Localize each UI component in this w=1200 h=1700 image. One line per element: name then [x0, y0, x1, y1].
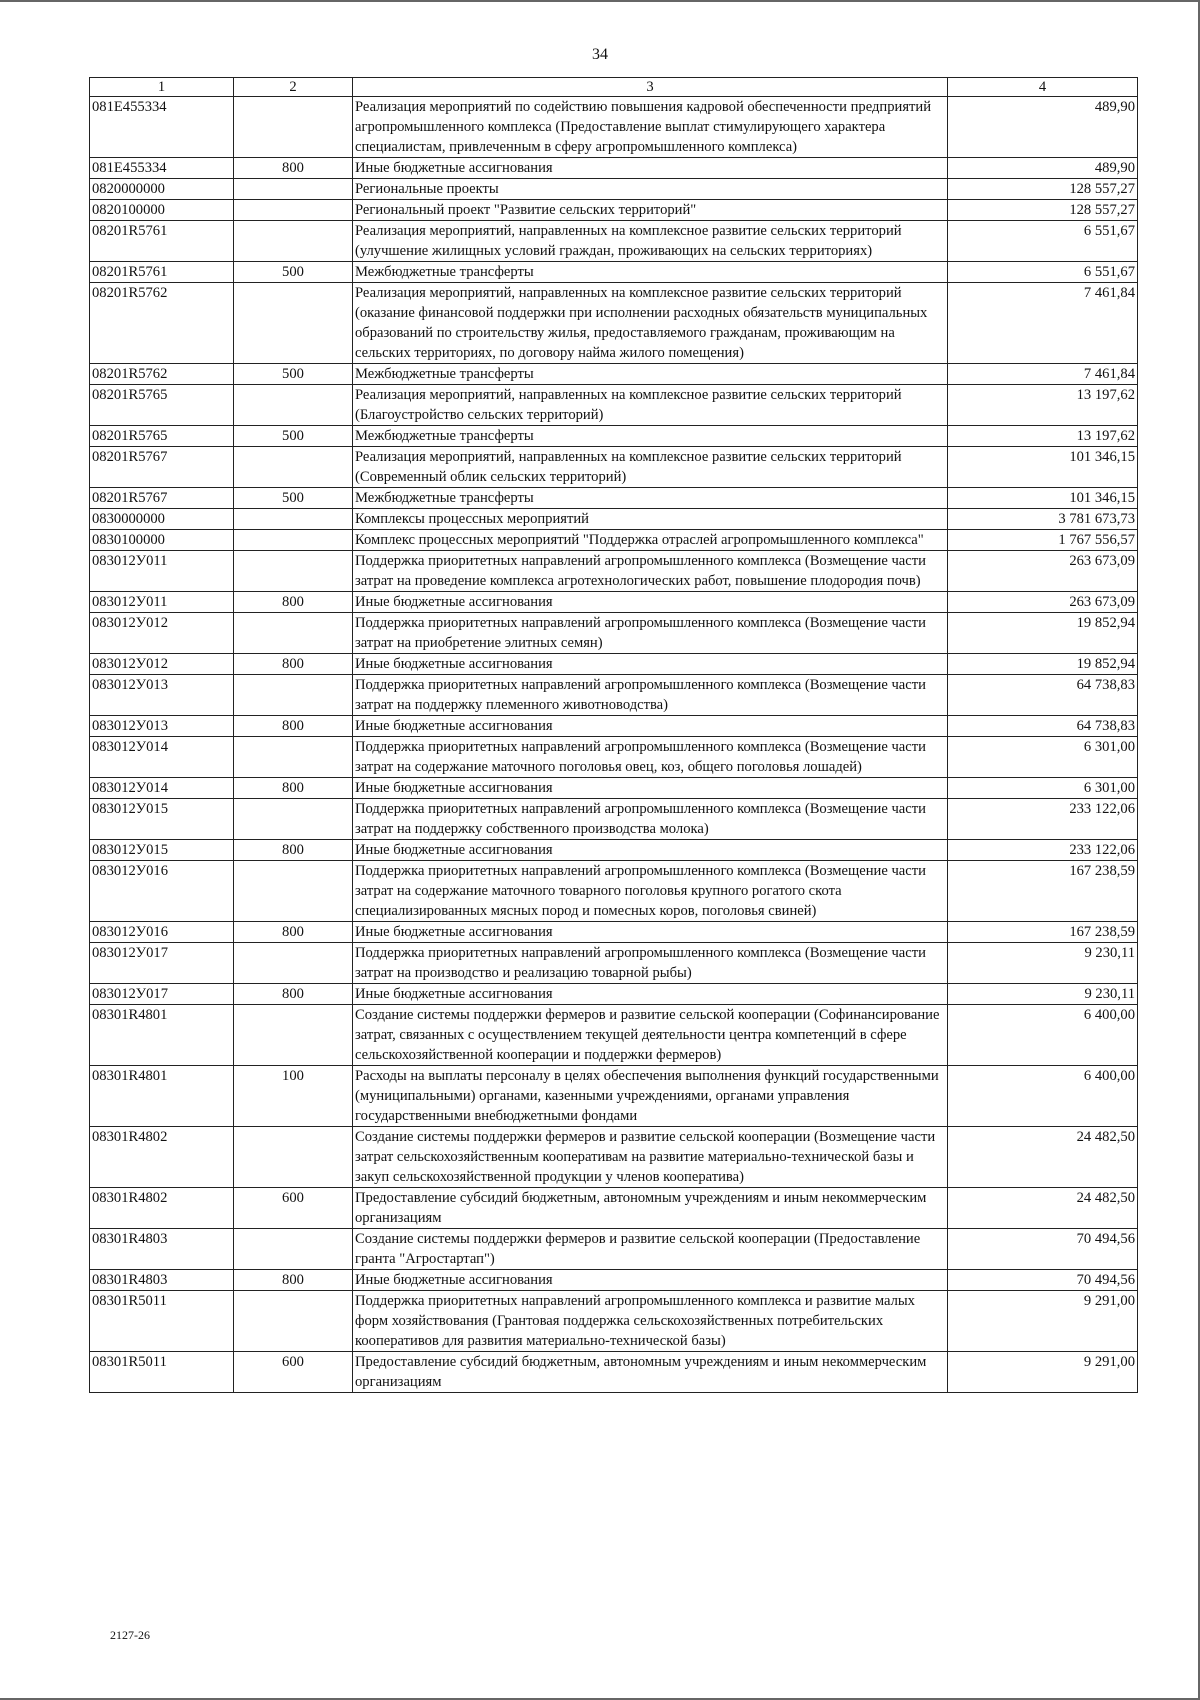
item-name-cell: Предоставление субсидий бюджетным, автономным учреждениям и иным некоммерческим организациям	[353, 1352, 948, 1393]
code-cell: 081E455334	[90, 158, 234, 179]
code-cell: 08201R5767	[90, 488, 234, 509]
table-row	[90, 613, 1138, 654]
expense-type-cell	[234, 530, 353, 551]
code-cell: 083012У012	[90, 654, 234, 675]
page-number: 34	[592, 46, 608, 63]
amount-cell: 9 291,00	[948, 1291, 1138, 1352]
table-row	[90, 97, 1138, 158]
expense-type-cell: 800	[234, 654, 353, 675]
code-cell: 08301R4802	[90, 1127, 234, 1188]
table-row	[90, 1127, 1138, 1188]
expense-type-cell	[234, 221, 353, 262]
amount-cell: 70 494,56	[948, 1270, 1138, 1291]
table-row	[90, 1066, 1138, 1127]
amount-cell: 263 673,09	[948, 592, 1138, 613]
scan-edge-top	[0, 0, 1200, 2]
table-row	[90, 943, 1138, 984]
code-cell: 08201R5765	[90, 385, 234, 426]
expense-type-cell	[234, 737, 353, 778]
amount-cell: 101 346,15	[948, 447, 1138, 488]
budget-table	[89, 77, 1138, 1393]
item-name-cell: Создание системы поддержки фермеров и развитие сельской кооперации (Софинансирование затрат, связанных с осуществлением текущей деятельности центра компетенций в сфере сельскохозяйственной кооперации и поддержки фермеров)	[353, 1005, 948, 1066]
table-row	[90, 200, 1138, 221]
code-cell: 08201R5765	[90, 426, 234, 447]
table-row	[90, 799, 1138, 840]
code-cell: 083012У016	[90, 861, 234, 922]
table-row	[90, 1188, 1138, 1229]
item-name-cell: Межбюджетные трансферты	[353, 262, 948, 283]
code-cell: 083012У015	[90, 799, 234, 840]
amount-cell: 1 767 556,57	[948, 530, 1138, 551]
table-row	[90, 861, 1138, 922]
expense-type-cell	[234, 613, 353, 654]
amount-cell: 101 346,15	[948, 488, 1138, 509]
code-cell: 0830000000	[90, 509, 234, 530]
item-name-cell: Иные бюджетные ассигнования	[353, 778, 948, 799]
item-name-cell: Иные бюджетные ассигнования	[353, 922, 948, 943]
item-name-cell: Поддержка приоритетных направлений агропромышленного комплекса (Возмещение части затрат на поддержку племенного животноводства)	[353, 675, 948, 716]
table-row	[90, 592, 1138, 613]
expense-type-cell: 100	[234, 1066, 353, 1127]
table-row	[90, 716, 1138, 737]
expense-type-cell	[234, 675, 353, 716]
item-name-cell: Иные бюджетные ассигнования	[353, 1270, 948, 1291]
expense-type-cell	[234, 943, 353, 984]
table-row	[90, 737, 1138, 778]
amount-cell: 7 461,84	[948, 283, 1138, 364]
code-cell: 08201R5761	[90, 221, 234, 262]
code-cell: 0820000000	[90, 179, 234, 200]
expense-type-cell	[234, 1005, 353, 1066]
amount-cell: 24 482,50	[948, 1127, 1138, 1188]
code-cell: 083012У013	[90, 675, 234, 716]
expense-type-cell	[234, 179, 353, 200]
expense-type-cell: 500	[234, 488, 353, 509]
expense-type-cell: 500	[234, 262, 353, 283]
table-row	[90, 385, 1138, 426]
code-cell: 08301R5011	[90, 1352, 234, 1393]
item-name-cell: Иные бюджетные ассигнования	[353, 716, 948, 737]
item-name-cell: Иные бюджетные ассигнования	[353, 592, 948, 613]
expense-type-cell: 800	[234, 158, 353, 179]
table-row	[90, 509, 1138, 530]
table-row	[90, 551, 1138, 592]
amount-cell: 3 781 673,73	[948, 509, 1138, 530]
item-name-cell: Поддержка приоритетных направлений агропромышленного комплекса (Возмещение части затрат на поддержку собственного производства молока)	[353, 799, 948, 840]
expense-type-cell	[234, 283, 353, 364]
item-name-cell: Реализация мероприятий, направленных на комплексное развитие сельских территорий (Благоустройство сельских территорий)	[353, 385, 948, 426]
expense-type-cell	[234, 97, 353, 158]
amount-cell: 6 551,67	[948, 221, 1138, 262]
amount-cell: 489,90	[948, 158, 1138, 179]
table-row	[90, 158, 1138, 179]
item-name-cell: Межбюджетные трансферты	[353, 364, 948, 385]
expense-type-cell: 800	[234, 840, 353, 861]
item-name-cell: Создание системы поддержки фермеров и развитие сельской кооперации (Возмещение части затрат сельскохозяйственным кооперативам на развитие материально-технической базы и закуп сельскохозяйственной продукции у членов кооператива)	[353, 1127, 948, 1188]
item-name-cell: Комплексы процессных мероприятий	[353, 509, 948, 530]
item-name-cell: Поддержка приоритетных направлений агропромышленного комплекса (Возмещение части затрат на проведение комплекса агротехнологических работ, повышение плодородия почв)	[353, 551, 948, 592]
expense-type-cell: 800	[234, 1270, 353, 1291]
table-row	[90, 1291, 1138, 1352]
item-name-cell: Реализация мероприятий, направленных на комплексное развитие сельских территорий (улучшение жилищных условий граждан, проживающих на сельских территориях)	[353, 221, 948, 262]
table-header-row	[90, 78, 1138, 97]
code-cell: 083012У011	[90, 592, 234, 613]
amount-cell: 13 197,62	[948, 426, 1138, 447]
amount-cell: 263 673,09	[948, 551, 1138, 592]
column-header: 3	[353, 78, 948, 97]
item-name-cell: Поддержка приоритетных направлений агропромышленного комплекса (Возмещение части затрат на производство и реализацию товарной рыбы)	[353, 943, 948, 984]
item-name-cell: Межбюджетные трансферты	[353, 426, 948, 447]
table-row	[90, 426, 1138, 447]
table-row	[90, 179, 1138, 200]
code-cell: 08301R4801	[90, 1005, 234, 1066]
amount-cell: 6 400,00	[948, 1005, 1138, 1066]
code-cell: 083012У017	[90, 943, 234, 984]
expense-type-cell	[234, 385, 353, 426]
expense-type-cell: 500	[234, 364, 353, 385]
amount-cell: 7 461,84	[948, 364, 1138, 385]
column-header: 2	[234, 78, 353, 97]
expense-type-cell	[234, 861, 353, 922]
code-cell: 08201R5761	[90, 262, 234, 283]
column-header: 1	[90, 78, 234, 97]
item-name-cell: Иные бюджетные ассигнования	[353, 158, 948, 179]
item-name-cell: Предоставление субсидий бюджетным, автономным учреждениям и иным некоммерческим организациям	[353, 1188, 948, 1229]
item-name-cell: Реализация мероприятий по содействию повышения кадровой обеспеченности предприятий агропромышленного комплекса (Предоставление выплат стимулирующего характера специалистам, привлеченным в сферу агропромышленного комплекса)	[353, 97, 948, 158]
code-cell: 08301R4803	[90, 1270, 234, 1291]
table-row	[90, 654, 1138, 675]
code-cell: 08301R4801	[90, 1066, 234, 1127]
footer-document-code: 2127-26	[110, 1628, 150, 1642]
table-row	[90, 1352, 1138, 1393]
amount-cell: 9 291,00	[948, 1352, 1138, 1393]
item-name-cell: Реализация мероприятий, направленных на комплексное развитие сельских территорий (оказание финансовой поддержки при исполнении расходных обязательств муниципальных образований по строительству жилья, предоставляемого гражданам, проживающим на сельских территориях, по договору найма жилого помещения)	[353, 283, 948, 364]
table-row	[90, 840, 1138, 861]
expense-type-cell	[234, 1291, 353, 1352]
expense-type-cell	[234, 1229, 353, 1270]
code-cell: 083012У011	[90, 551, 234, 592]
column-header: 4	[948, 78, 1138, 97]
code-cell: 0820100000	[90, 200, 234, 221]
code-cell: 08301R5011	[90, 1291, 234, 1352]
amount-cell: 128 557,27	[948, 179, 1138, 200]
table-row	[90, 984, 1138, 1005]
expense-type-cell: 600	[234, 1188, 353, 1229]
table-row	[90, 283, 1138, 364]
item-name-cell: Поддержка приоритетных направлений агропромышленного комплекса и развитие малых форм хозяйствования (Грантовая поддержка сельскохозяйственных потребительских кооперативов для развития материально-технической базы)	[353, 1291, 948, 1352]
item-name-cell: Поддержка приоритетных направлений агропромышленного комплекса (Возмещение части затрат на приобретение элитных семян)	[353, 613, 948, 654]
amount-cell: 19 852,94	[948, 613, 1138, 654]
table-row	[90, 447, 1138, 488]
amount-cell: 128 557,27	[948, 200, 1138, 221]
amount-cell: 70 494,56	[948, 1229, 1138, 1270]
item-name-cell: Иные бюджетные ассигнования	[353, 984, 948, 1005]
table-row	[90, 530, 1138, 551]
table-row	[90, 675, 1138, 716]
expense-type-cell: 500	[234, 426, 353, 447]
amount-cell: 64 738,83	[948, 716, 1138, 737]
code-cell: 081E455334	[90, 97, 234, 158]
amount-cell: 13 197,62	[948, 385, 1138, 426]
amount-cell: 233 122,06	[948, 840, 1138, 861]
table-row	[90, 922, 1138, 943]
expense-type-cell: 600	[234, 1352, 353, 1393]
expense-type-cell: 800	[234, 592, 353, 613]
expense-type-cell	[234, 509, 353, 530]
expense-type-cell	[234, 551, 353, 592]
expense-type-cell: 800	[234, 778, 353, 799]
amount-cell: 6 301,00	[948, 737, 1138, 778]
amount-cell: 233 122,06	[948, 799, 1138, 840]
item-name-cell: Поддержка приоритетных направлений агропромышленного комплекса (Возмещение части затрат на содержание маточного поголовья овец, коз, общего поголовья лошадей)	[353, 737, 948, 778]
item-name-cell: Региональный проект "Развитие сельских территорий"	[353, 200, 948, 221]
expense-type-cell	[234, 799, 353, 840]
amount-cell: 19 852,94	[948, 654, 1138, 675]
item-name-cell: Иные бюджетные ассигнования	[353, 840, 948, 861]
code-cell: 083012У016	[90, 922, 234, 943]
amount-cell: 167 238,59	[948, 922, 1138, 943]
expense-type-cell: 800	[234, 984, 353, 1005]
item-name-cell: Реализация мероприятий, направленных на комплексное развитие сельских территорий (Современный облик сельских территорий)	[353, 447, 948, 488]
item-name-cell: Комплекс процессных мероприятий "Поддержка отраслей агропромышленного комплекса"	[353, 530, 948, 551]
table-row	[90, 364, 1138, 385]
code-cell: 083012У017	[90, 984, 234, 1005]
table-row	[90, 221, 1138, 262]
item-name-cell: Расходы на выплаты персоналу в целях обеспечения выполнения функций государственными (муниципальными) органами, казенными учреждениями, органами управления государственными внебюджетными фондами	[353, 1066, 948, 1127]
code-cell: 083012У012	[90, 613, 234, 654]
item-name-cell: Создание системы поддержки фермеров и развитие сельской кооперации (Предоставление гранта "Агростартап")	[353, 1229, 948, 1270]
amount-cell: 489,90	[948, 97, 1138, 158]
table-body	[90, 97, 1138, 1393]
expense-type-cell	[234, 1127, 353, 1188]
expense-type-cell	[234, 200, 353, 221]
item-name-cell: Межбюджетные трансферты	[353, 488, 948, 509]
code-cell: 083012У014	[90, 778, 234, 799]
amount-cell: 64 738,83	[948, 675, 1138, 716]
code-cell: 08201R5767	[90, 447, 234, 488]
table-row	[90, 778, 1138, 799]
table-row	[90, 488, 1138, 509]
table-row	[90, 1229, 1138, 1270]
amount-cell: 167 238,59	[948, 861, 1138, 922]
code-cell: 083012У015	[90, 840, 234, 861]
table-row	[90, 262, 1138, 283]
expense-type-cell: 800	[234, 922, 353, 943]
amount-cell: 6 301,00	[948, 778, 1138, 799]
item-name-cell: Региональные проекты	[353, 179, 948, 200]
code-cell: 0830100000	[90, 530, 234, 551]
code-cell: 083012У014	[90, 737, 234, 778]
code-cell: 08301R4802	[90, 1188, 234, 1229]
code-cell: 08301R4803	[90, 1229, 234, 1270]
amount-cell: 9 230,11	[948, 984, 1138, 1005]
expense-type-cell: 800	[234, 716, 353, 737]
table-row	[90, 1005, 1138, 1066]
code-cell: 083012У013	[90, 716, 234, 737]
table-row	[90, 1270, 1138, 1291]
amount-cell: 24 482,50	[948, 1188, 1138, 1229]
amount-cell: 6 400,00	[948, 1066, 1138, 1127]
code-cell: 08201R5762	[90, 364, 234, 385]
item-name-cell: Иные бюджетные ассигнования	[353, 654, 948, 675]
expense-type-cell	[234, 447, 353, 488]
code-cell: 08201R5762	[90, 283, 234, 364]
amount-cell: 6 551,67	[948, 262, 1138, 283]
item-name-cell: Поддержка приоритетных направлений агропромышленного комплекса (Возмещение части затрат на содержание маточного товарного поголовья крупного рогатого скота специализированных мясных пород и помесных коров, поголовья свиней)	[353, 861, 948, 922]
amount-cell: 9 230,11	[948, 943, 1138, 984]
